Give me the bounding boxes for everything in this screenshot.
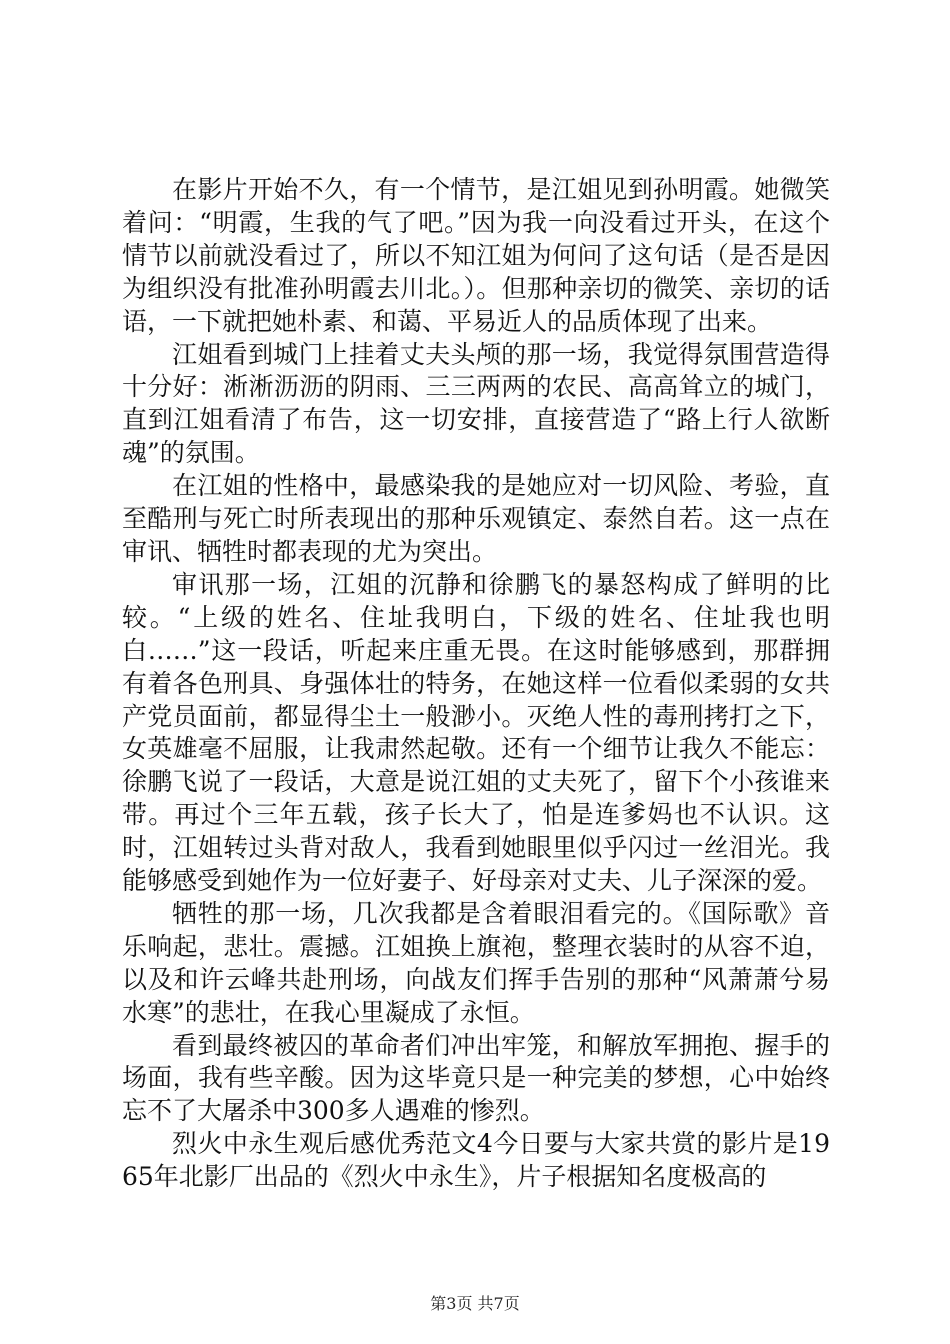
paragraph: 烈火中永生观后感优秀范文4今日要与大家共赏的影片是1965年北影厂出品的《烈火中永生》，片子根据知名度极高的 (122, 1129, 830, 1192)
paragraph: 审讯那一场，江姐的沉静和徐鹏飞的暴怒构成了鲜明的比较。“上级的姓名、住址我明白，下级的姓名、住址我也明白……”这一段话，听起来庄重无畏。在这时能够感到，那群拥有着各色刑具、身强体壮的特务，在她这样一位看似柔弱的女共产党员面前，都显得尘土一般渺小。灭绝人性的毒刑拷打之下，女英雄毫不屈服，让我肃然起敬。还有一个细节让我久不能忘：徐鹏飞说了一段话，大意是说江姐的丈夫死了，留下个小孩谁来带。再过个三年五载，孩子长大了，怕是连爹妈也不认识。这时，江姐转过头背对敌人，我看到她眼里似乎闪过一丝泪光。我能够感受到她作为一位好妻子、好母亲对丈夫、儿子深深的爱。 (122, 569, 830, 896)
paragraph: 在影片开始不久，有一个情节，是江姐见到孙明霞。她微笑着问：“明霞，生我的气了吧。”因为我一向没看过开头，在这个情节以前就没看过了，所以不知江姐为何问了这句话（是否是因为组织没有批准孙明霞去川北。）。但那种亲切的微笑、亲切的话语，一下就把她朴素、和蔼、平易近人的品质体现了出来。 (122, 175, 830, 336)
paragraph: 牺牲的那一场，几次我都是含着眼泪看完的。《国际歌》音乐响起，悲壮。震撼。江姐换上旗袍，整理衣装时的从容不迫，以及和许云峰共赴刑场，向战友们挥手告别的那种“风萧萧兮易水寒”的悲壮，在我心里凝成了永恒。 (122, 898, 830, 1027)
paragraph: 看到最终被囚的革命者们冲出牢笼，和解放军拥抱、握手的场面，我有些辛酸。因为这毕竟只是一种完美的梦想，心中始终忘不了大屠杀中300多人遇难的惨烈。 (122, 1030, 830, 1126)
page-footer: 第3页 共7页 (430, 1294, 520, 1313)
paragraph: 江姐看到城门上挂着丈夫头颅的那一场，我觉得氛围营造得十分好：淅淅沥沥的阴雨、三三两两的农民、高高耸立的城门，直到江姐看清了布告，这一切安排，直接营造了“路上行人欲断魂”的氛围。 (122, 339, 830, 468)
document-body (122, 174, 830, 1194)
paragraph: 在江姐的性格中，最感染我的是她应对一切风险、考验，直至酷刑与死亡时所表现出的那种乐观镇定、泰然自若。这一点在审讯、牺牲时都表现的尤为突出。 (122, 471, 830, 566)
